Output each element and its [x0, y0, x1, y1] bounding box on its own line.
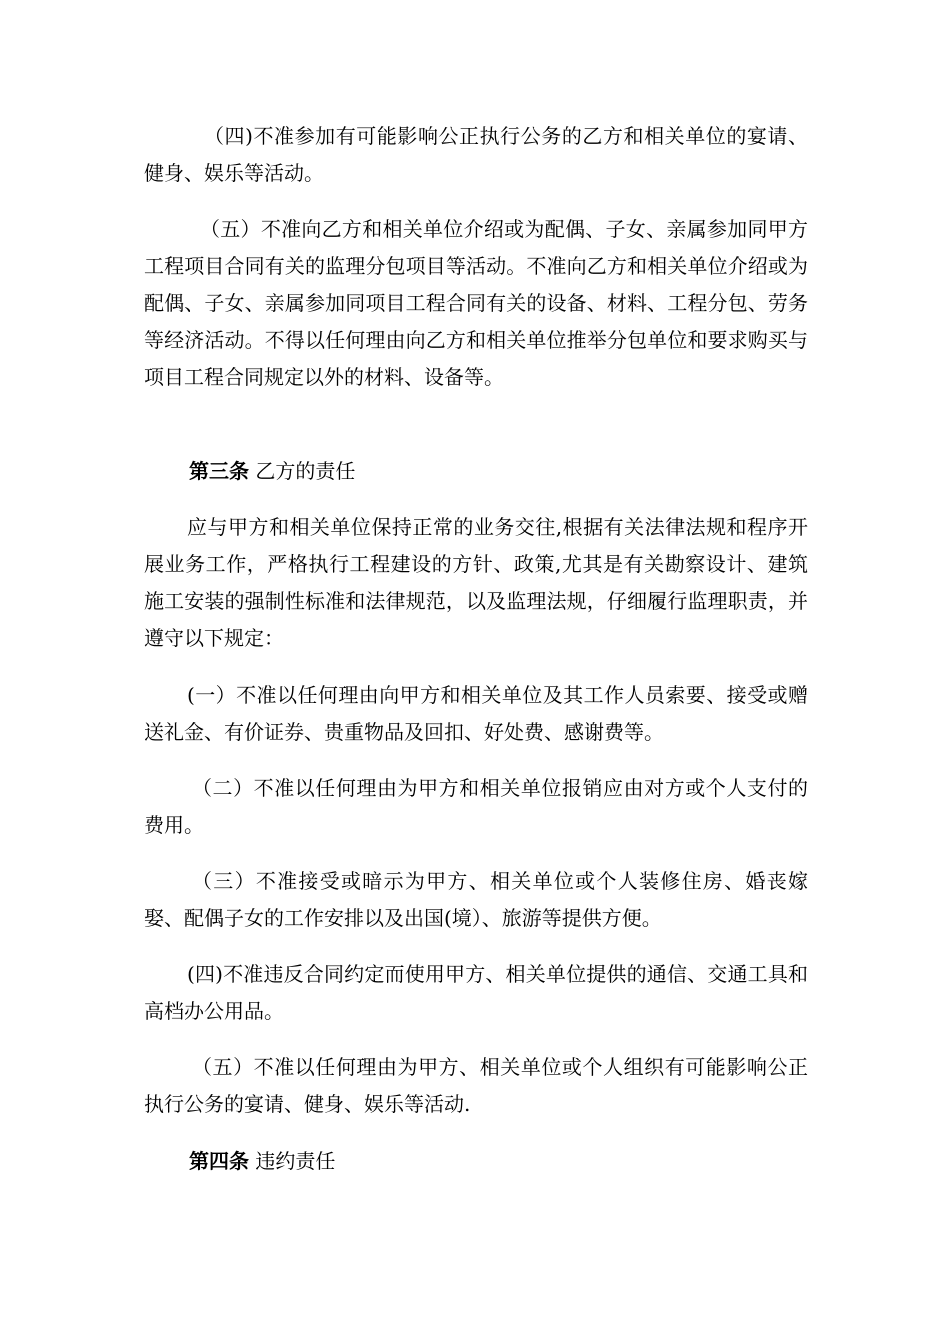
clause-paragraph: （二）不准以任何理由为甲方和相关单位报销应由对方或个人支付的费用。 [144, 776, 808, 837]
clause-paragraph: (四)不准违反合同约定而使用甲方、相关单位提供的通信、交通工具和高档办公用品。 [144, 962, 808, 1023]
clause-paragraph: （三）不准接受或暗示为甲方、相关单位或个人装修住房、婚丧嫁娶、配偶子女的工作安排以及出国(境）、旅游等提供方便。 [144, 869, 808, 930]
clause-paragraph: （四)不准参加有可能影响公正执行公务的乙方和相关单位的宴请、健身、娱乐等活动。 [144, 124, 808, 185]
clause-paragraph: （五）不准以任何理由为甲方、相关单位或个人组织有可能影响公正执行公务的宴请、健身、娱乐等活动. [144, 1055, 808, 1116]
clause-paragraph: (一）不准以任何理由向甲方和相关单位及其工作人员索要、接受或赠送礼金、有价证券、贵重物品及回扣、好处费、感谢费等。 [144, 683, 808, 744]
article-number: 第四条 [189, 1149, 249, 1173]
article-heading [189, 1143, 335, 1180]
body-paragraph: 应与甲方和相关单位保持正常的业务交往,根据有关法律法规和程序开展业务工作，严格执行工程建设的方针、政策,尤其是有关勘察设计、建筑施工安装的强制性标准和法律规范，以及监理法规，仔细履行监理职责，并遵守以下规定： [144, 515, 808, 650]
article-title: 乙方的责任 [255, 459, 356, 483]
article-number: 第三条 [189, 459, 249, 483]
clause-paragraph: （五）不准向乙方和相关单位介绍或为配偶、子女、亲属参加同甲方工程项目合同有关的监理分包项目等活动。不准向乙方和相关单位介绍或为配偶、子女、亲属参加同项目工程合同有关的设备、材料、工程分包、劳务等经济活动。不得以任何理由向乙方和相关单位推举分包单位和要求购买与项目工程合同规定以外的材料、设备等。 [144, 217, 808, 389]
article-title: 违约责任 [255, 1149, 336, 1173]
article-heading [189, 453, 355, 490]
